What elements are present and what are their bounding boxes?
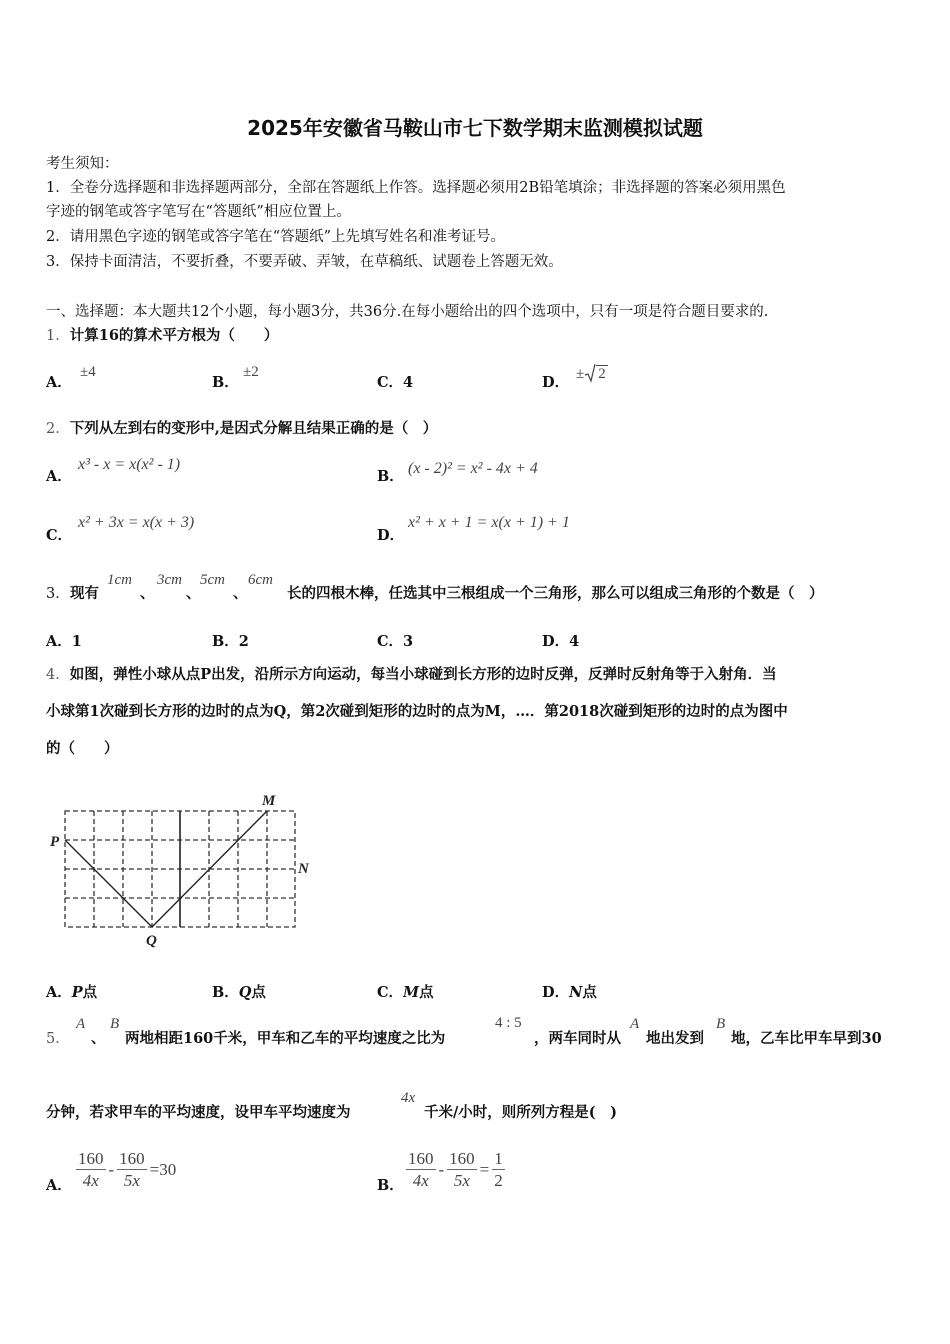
q1-option-d-value <box>576 363 608 383</box>
sqrt-sign-icon <box>584 363 596 383</box>
q5-option-b-equation <box>406 1148 505 1191</box>
q5-line-2a: 分钟，若求甲车的平均速度，设甲车平均速度为 <box>46 1104 351 1121</box>
notice-item-1-cont: 字迹的钢笔或答字笔写在“答题纸”相应位置上。 <box>46 204 351 220</box>
q4-billiard-figure <box>44 788 324 953</box>
equals-sign: = <box>479 1159 490 1179</box>
q4-option-b-label: B． <box>212 984 239 1001</box>
q2-option-a[interactable]: A． <box>46 468 72 485</box>
q3-length-4: 6cm <box>248 572 273 588</box>
right-hand-side: =30 <box>149 1159 177 1179</box>
point-q-label: Q <box>146 933 157 949</box>
q5-option-a[interactable]: A． <box>46 1177 72 1194</box>
question-3-number: 3． <box>46 586 70 602</box>
q5-text-1: 两地相距160千米，甲车和乙车的平均速度之比为 <box>125 1030 446 1047</box>
q3-length-2: 3cm <box>157 572 182 588</box>
q1-radicand: 2 <box>598 366 606 382</box>
q5-option-a-equation <box>76 1148 176 1191</box>
q2-option-b[interactable]: B． <box>377 468 404 485</box>
q2-number: 2． <box>46 421 70 437</box>
q4-option-b[interactable] <box>212 981 266 1002</box>
q2-text: 下列从左到右的变形中,是因式分解且结果正确的是（ ） <box>69 420 438 437</box>
q5-point-b: B <box>110 1016 120 1032</box>
denominator: 5x <box>453 1171 470 1190</box>
q1-number: 1． <box>46 328 70 344</box>
denominator: 4x <box>82 1171 99 1190</box>
q2-option-b-expr: (x - 2)² = x² - 4x + 4 <box>408 460 538 477</box>
question-1 <box>46 324 278 348</box>
q4-option-c[interactable] <box>377 981 434 1002</box>
q5-text-3: 地出发到 <box>646 1030 704 1047</box>
numerator: 1 <box>494 1149 503 1168</box>
q1-option-d-label: D． <box>542 374 570 391</box>
q4-option-d-label: D． <box>542 984 570 1001</box>
q4-option-a-label: A． <box>46 984 72 1001</box>
q1-pm-sign: ± <box>576 366 585 382</box>
q4-option-a-var: P <box>71 984 83 1001</box>
q4-option-b-suffix: 点 <box>251 984 266 1001</box>
question-5-number: 5． <box>46 1031 70 1047</box>
q3-option-a[interactable]: A．1 <box>46 633 82 650</box>
fraction <box>117 1148 147 1191</box>
point-p-label: P <box>50 834 60 850</box>
q3-sep-2: 、 <box>186 585 201 602</box>
q5-option-b[interactable]: B． <box>377 1177 404 1194</box>
q2-option-d[interactable]: D． <box>377 527 405 544</box>
numerator: 160 <box>78 1149 104 1168</box>
q3-option-b[interactable]: B．2 <box>212 633 249 650</box>
q3-length-3: 5cm <box>200 572 225 588</box>
q4-line-3: 的（ ） <box>46 740 119 757</box>
notice-item-3: 3．保持卡面清洁，不要折叠，不要弄破、弄皱，在草稿纸、试题卷上答题无效。 <box>46 254 563 270</box>
section-heading: 一、选择题：本大题共12个小题，每小题3分，共36分.在每小题给出的四个选项中，只有一项是符合题目要求的. <box>46 304 769 320</box>
operator: - <box>438 1159 445 1179</box>
q1-option-a-value: ±4 <box>80 364 96 380</box>
q4-option-d-var: N <box>569 984 583 1001</box>
operator: - <box>108 1159 115 1179</box>
q5-text-2: ，两车同时从 <box>534 1030 621 1047</box>
fraction <box>447 1148 477 1191</box>
q1-option-b-label: B． <box>212 374 239 391</box>
numerator: 160 <box>449 1149 475 1168</box>
q1-option-b-value: ±2 <box>243 364 259 380</box>
q2-option-d-expr: x² + x + 1 = x(x + 1) + 1 <box>408 514 570 531</box>
q3-sep-1: 、 <box>140 585 155 602</box>
point-n-label: N <box>298 861 309 877</box>
question-4 <box>46 663 777 687</box>
q5-text-4: 地，乙车比甲车早到30 <box>731 1030 882 1047</box>
denominator: 5x <box>123 1171 140 1190</box>
q5-line-2b: 千米/小时，则所列方程是( ) <box>424 1104 618 1121</box>
q4-option-c-suffix: 点 <box>419 984 434 1001</box>
q3-option-c[interactable]: C．3 <box>377 633 414 650</box>
q1-option-a[interactable] <box>46 371 72 392</box>
q3-pre-text: 现有 <box>70 585 99 602</box>
q5-sep: 、 <box>91 1030 106 1047</box>
q4-option-c-var: M <box>403 984 420 1001</box>
q1-option-a-label: A． <box>46 374 72 391</box>
q5-speed-expr: 4x <box>401 1090 416 1106</box>
numerator: 160 <box>408 1149 434 1168</box>
point-m-label: M <box>262 793 276 809</box>
q4-option-a[interactable] <box>46 981 97 1002</box>
q4-option-b-var: Q <box>238 984 252 1001</box>
q5-ratio: 4 : 5 <box>495 1015 522 1031</box>
fraction <box>76 1148 106 1191</box>
q4-line-1: 如图，弹性小球从点P出发，沿所示方向运动，每当小球碰到长方形的边时反弹，反弹时反射角等于入射角．当 <box>69 666 777 683</box>
notice-heading: 考生须知： <box>46 156 119 172</box>
numerator: 160 <box>119 1149 145 1168</box>
q2-option-a-expr: x³ - x = x(x² - 1) <box>78 456 181 473</box>
q2-option-c[interactable]: C． <box>46 527 73 544</box>
notice-item-2: 2．请用黑色字迹的钢笔或答字笔在“答题纸”上先填写姓名和准考证号。 <box>46 229 506 245</box>
denominator: 2 <box>494 1171 503 1190</box>
q3-text: 长的四根木棒，任选其中三根组成一个三角形，那么可以组成三角形的个数是（ ） <box>287 585 824 602</box>
q3-length-1: 1cm <box>107 572 132 588</box>
denominator: 4x <box>412 1171 429 1190</box>
q3-sep-3: 、 <box>233 585 248 602</box>
q5-point-b-2: B <box>716 1016 726 1032</box>
q2-option-c-expr: x² + 3x = x(x + 3) <box>78 514 195 531</box>
fraction <box>492 1148 505 1191</box>
q1-option-d[interactable] <box>542 371 569 392</box>
q1-option-c[interactable]: C．4 <box>377 374 414 391</box>
q4-option-c-label: C． <box>377 984 404 1001</box>
q1-text: 计算16的算术平方根为（ ） <box>69 327 279 344</box>
q4-number: 4． <box>46 667 70 683</box>
notice-item-1: 1．全卷分选择题和非选择题两部分，全部在答题纸上作答。选择题必须用2B铅笔填涂；非选择题的答案必须用黑色 <box>46 180 786 196</box>
page-title: 2025年安徽省马鞍山市七下数学期末监测模拟试题 <box>247 116 703 140</box>
fraction <box>406 1148 436 1191</box>
q3-option-d[interactable]: D．4 <box>542 633 580 650</box>
q5-point-a: A <box>76 1016 86 1032</box>
q4-option-d-suffix: 点 <box>582 984 597 1001</box>
q1-option-b[interactable] <box>212 371 239 392</box>
question-2 <box>46 417 437 441</box>
q4-option-d[interactable] <box>542 981 597 1002</box>
q4-line-2: 小球第1次碰到长方形的边时的点为Q，第2次碰到矩形的边时的点为M，…．第2018次碰到矩形的边时的点为图中 <box>46 703 788 720</box>
q4-option-a-suffix: 点 <box>82 984 98 1001</box>
q5-point-a-2: A <box>630 1016 640 1032</box>
